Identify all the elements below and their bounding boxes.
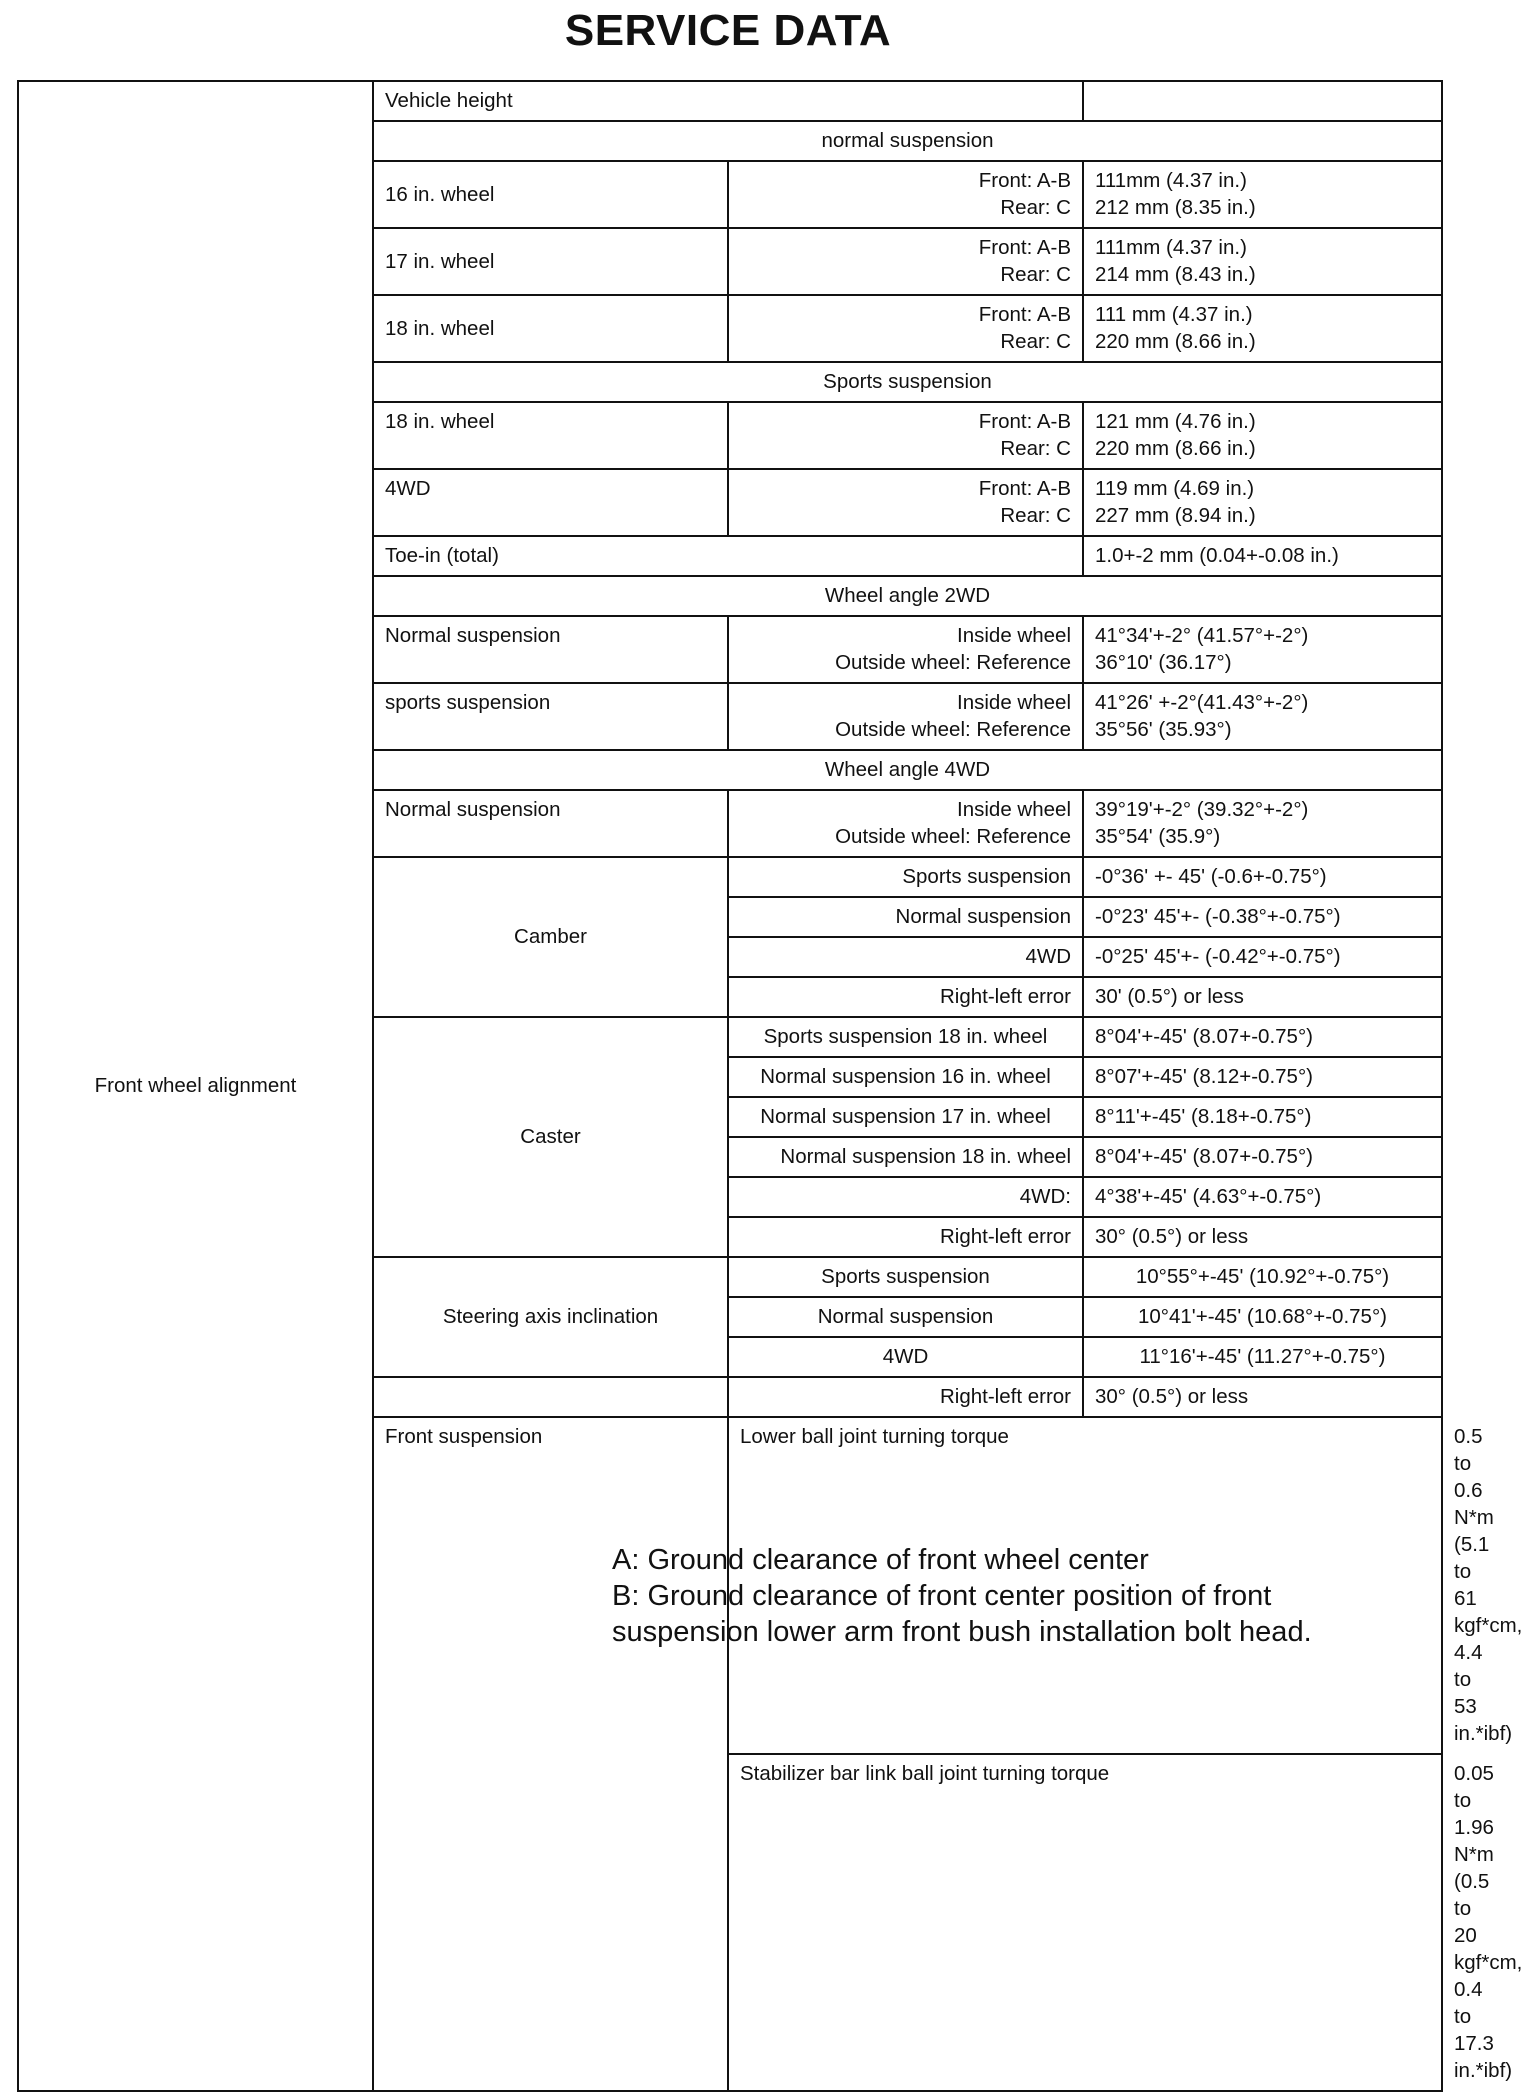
toe-in-value: 1.0+-2 mm (0.04+-0.08 in.)	[1083, 536, 1442, 576]
rear-c-label: Rear: C	[1000, 263, 1071, 286]
h4wd-front-value: 119 mm (4.69 in.)	[1095, 477, 1255, 500]
normal-suspension-header: normal suspension	[373, 121, 1442, 161]
front-ab-label: Front: A-B	[978, 236, 1071, 259]
sai-row-label: Sports suspension	[728, 1257, 1083, 1297]
sai-error-value: 30° (0.5°) or less	[1083, 1377, 1442, 1417]
note-a: A: Ground clearance of front wheel center	[612, 1544, 1149, 1576]
camber-row-value: -0°23' 45'+- (-0.38°+-0.75°)	[1083, 897, 1442, 937]
sports-suspension-header: Sports suspension	[373, 362, 1442, 402]
camber-row-label: Normal suspension	[728, 897, 1083, 937]
wa2-sports-inside-value: 41°26' +-2°(41.43°+-2°)	[1095, 691, 1309, 714]
table-row	[18, 81, 1442, 121]
front-ab-label: Front: A-B	[978, 303, 1071, 326]
h17-rear-value: 214 mm (8.43 in.)	[1095, 263, 1256, 286]
caster-row-value: 8°04'+-45' (8.07+-0.75°)	[1083, 1137, 1442, 1177]
sai-row-label: 4WD	[728, 1337, 1083, 1377]
wheel-18-label: 18 in. wheel	[373, 295, 728, 362]
wheel-angle-4wd-header: Wheel angle 4WD	[373, 750, 1442, 790]
table-row: Front suspension Lower ball joint turning torque 0.5 to 0.6 N*m (5.1 to 61 kgf*cm, 4.4 to 53 in.*ibf)	[18, 1417, 1442, 1754]
caster-row-label: Sports suspension 18 in. wheel	[728, 1017, 1083, 1057]
inside-wheel-label: Inside wheel	[957, 798, 1071, 821]
wa4-normal-label: Normal suspension	[373, 790, 728, 857]
front-wheel-alignment-label: Front wheel alignment	[18, 81, 373, 2091]
vehicle-height-label: Vehicle height	[373, 81, 1083, 121]
service-data-table	[17, 80, 1522, 2092]
wheel-17-label: 17 in. wheel	[373, 228, 728, 295]
note-b-line2: suspension lower arm front bush installation bolt head.	[612, 1616, 1312, 1648]
wa2-normal-inside-value: 41°34'+-2° (41.57°+-2°)	[1095, 624, 1309, 647]
wa2-sports-label: sports suspension	[373, 683, 728, 750]
caster-row-label: 4WD:	[728, 1177, 1083, 1217]
outside-wheel-label: Outside wheel: Reference	[835, 718, 1071, 741]
sai-error-label: Right-left error	[728, 1377, 1083, 1417]
camber-label: Camber	[373, 857, 728, 1017]
h4wd-rear-value: 227 mm (8.94 in.)	[1095, 504, 1256, 527]
front-ab-label: Front: A-B	[978, 477, 1071, 500]
sai-row-label: Normal suspension	[728, 1297, 1083, 1337]
inside-wheel-label: Inside wheel	[957, 624, 1071, 647]
outside-wheel-label: Outside wheel: Reference	[835, 825, 1071, 848]
wa4-normal-inside-value: 39°19'+-2° (39.32°+-2°)	[1095, 798, 1309, 821]
camber-row-label: Right-left error	[728, 977, 1083, 1017]
caster-row-value: 8°11'+-45' (8.18+-0.75°)	[1083, 1097, 1442, 1137]
caster-label: Caster	[373, 1017, 728, 1257]
camber-row-value: -0°25' 45'+- (-0.42°+-0.75°)	[1083, 937, 1442, 977]
rear-c-label: Rear: C	[1000, 330, 1071, 353]
camber-row-value: 30' (0.5°) or less	[1083, 977, 1442, 1017]
page-title: SERVICE DATA	[564, 6, 892, 55]
camber-row-value: -0°36' +- 45' (-0.6+-0.75°)	[1083, 857, 1442, 897]
caster-row-label: Normal suspension 17 in. wheel	[728, 1097, 1083, 1137]
note-b-line1: B: Ground clearance of front center position of front	[612, 1580, 1272, 1612]
wa2-normal-label: Normal suspension	[373, 616, 728, 683]
front-ab-label: Front: A-B	[978, 410, 1071, 433]
caster-row-value: 4°38'+-45' (4.63°+-0.75°)	[1083, 1177, 1442, 1217]
rear-c-label: Rear: C	[1000, 504, 1071, 527]
empty-cell	[373, 1377, 728, 1417]
toe-in-label: Toe-in (total)	[373, 536, 1083, 576]
rear-c-label: Rear: C	[1000, 196, 1071, 219]
front-suspension-label: Front suspension	[373, 1417, 728, 2091]
wheel-16-label: 16 in. wheel	[373, 161, 728, 228]
h16-front-value: 111mm (4.37 in.)	[1095, 169, 1247, 192]
vehicle-height-value	[1083, 81, 1442, 121]
stabilizer-label: Stabilizer bar link ball joint turning torque	[728, 1754, 1442, 2091]
caster-row-value: 30° (0.5°) or less	[1083, 1217, 1442, 1257]
rear-c-label: Rear: C	[1000, 437, 1071, 460]
outside-wheel-label: Outside wheel: Reference	[835, 651, 1071, 674]
h18-front-value: 111 mm (4.37 in.)	[1095, 303, 1253, 326]
caster-row-label: Right-left error	[728, 1217, 1083, 1257]
wa4-normal-outside-value: 35°54' (35.9°)	[1095, 825, 1221, 848]
caster-row-label: Normal suspension 18 in. wheel	[728, 1137, 1083, 1177]
footnotes	[612, 1542, 1312, 1650]
caster-row-label: Normal suspension 16 in. wheel	[728, 1057, 1083, 1097]
front-ab-label: Front: A-B	[978, 169, 1071, 192]
lower-ball-joint-label: Lower ball joint turning torque	[728, 1417, 1442, 1754]
h18-rear-value: 220 mm (8.66 in.)	[1095, 330, 1256, 353]
wa2-sports-outside-value: 35°56' (35.93°)	[1095, 718, 1232, 741]
camber-row-label: Sports suspension	[728, 857, 1083, 897]
4wd-label: 4WD	[373, 469, 728, 536]
wa2-normal-outside-value: 36°10' (36.17°)	[1095, 651, 1232, 674]
wheel-angle-2wd-header: Wheel angle 2WD	[373, 576, 1442, 616]
sports-wheel-18-label: 18 in. wheel	[373, 402, 728, 469]
h17-front-value: 111mm (4.37 in.)	[1095, 236, 1247, 259]
steering-axis-label: Steering axis inclination	[373, 1257, 728, 1377]
inside-wheel-label: Inside wheel	[957, 691, 1071, 714]
table-row: Stabilizer bar link ball joint turning torque 0.05 to 1.96 N*m (0.5 to 20 kgf*cm, 0.4 to 17.3 in.*ibf)	[18, 1754, 1442, 2091]
sai-row-value: 10°55°+-45' (10.92°+-0.75°)	[1083, 1257, 1442, 1297]
sai-row-value: 11°16'+-45' (11.27°+-0.75°)	[1083, 1337, 1442, 1377]
hs18-rear-value: 220 mm (8.66 in.)	[1095, 437, 1256, 460]
caster-row-value: 8°07'+-45' (8.12+-0.75°)	[1083, 1057, 1442, 1097]
caster-row-value: 8°04'+-45' (8.07+-0.75°)	[1083, 1017, 1442, 1057]
h16-rear-value: 212 mm (8.35 in.)	[1095, 196, 1256, 219]
sai-row-value: 10°41'+-45' (10.68°+-0.75°)	[1083, 1297, 1442, 1337]
hs18-front-value: 121 mm (4.76 in.)	[1095, 410, 1256, 433]
camber-row-label: 4WD	[728, 937, 1083, 977]
